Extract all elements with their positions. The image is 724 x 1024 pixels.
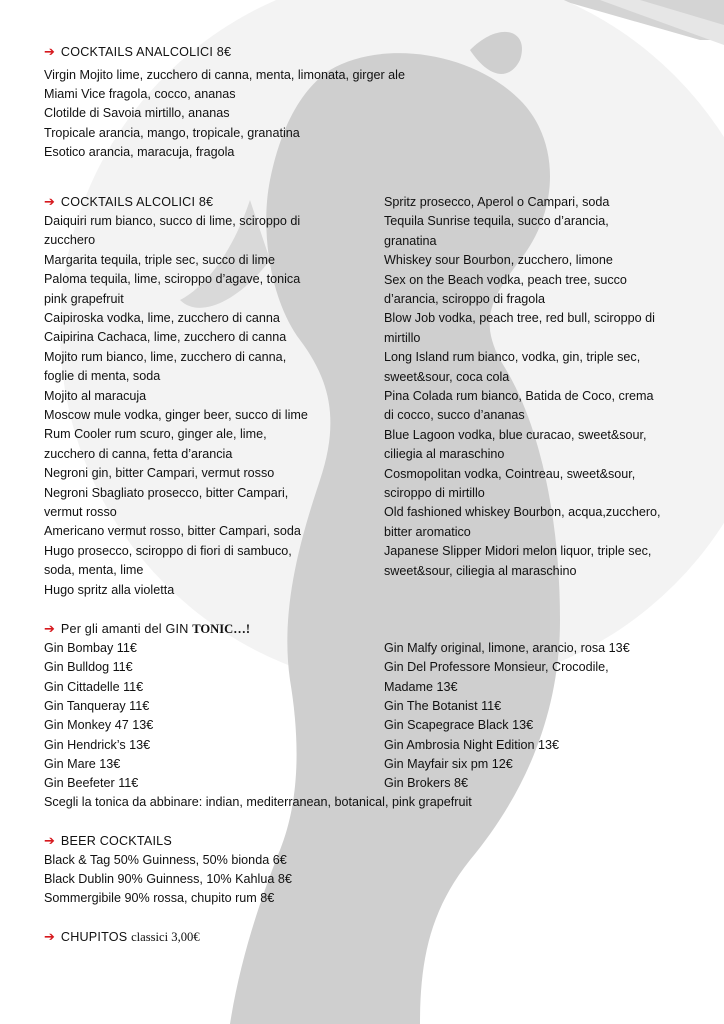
menu-item: Negroni Sbagliato prosecco, bitter Campari, bbox=[44, 485, 289, 500]
menu-item: Blue Lagoon vodka, blue curacao, sweet&sour, bbox=[384, 427, 647, 442]
menu-item: Gin Mayfair six pm 12€ bbox=[384, 756, 513, 771]
menu-item: pink grapefruit bbox=[44, 291, 124, 306]
menu-item: Gin Del Professore Monsieur, Crocodile, bbox=[384, 660, 609, 675]
menu-item: Tropicale arancia, mango, tropicale, granatina bbox=[44, 126, 300, 140]
menu-item: Tequila Sunrise tequila, succo d’arancia, bbox=[384, 214, 609, 229]
menu-item: Gin Cittadelle 11€ bbox=[44, 679, 144, 694]
menu-item: Gin Ambrosia Night Edition 13€ bbox=[384, 737, 560, 752]
section-heading-gin: ➔ Per gli amanti del GIN TONIC…! bbox=[44, 622, 251, 637]
menu-item: Gin Tanqueray 11€ bbox=[44, 698, 150, 713]
menu-item: Americano vermut rosso, bitter Campari, soda bbox=[44, 524, 301, 539]
menu-item: Gin Beefeter 11€ bbox=[44, 776, 139, 791]
menu-item: bitter aromatico bbox=[384, 524, 471, 539]
menu-item: Moscow mule vodka, ginger beer, succo di lime bbox=[44, 408, 308, 422]
menu-item: Whiskey sour Bourbon, zucchero, limone bbox=[384, 253, 613, 268]
menu-item: Old fashioned whiskey Bourbon, acqua,zucchero, bbox=[384, 505, 661, 520]
menu-item: Gin Mare 13€ bbox=[44, 756, 121, 771]
menu-item: Sommergibile 90% rossa, chupito rum 8€ bbox=[44, 891, 275, 905]
tonic-footnote: Scegli la tonica da abbinare: indian, mediterranean, botanical, pink grapefruit bbox=[44, 795, 472, 809]
menu-item: zucchero di canna, fetta d’arancia bbox=[44, 446, 233, 461]
menu-item: Cosmopolitan vodka, Cointreau, sweet&sour, bbox=[384, 466, 636, 481]
menu-item: vermut rosso bbox=[44, 505, 117, 519]
menu-item: Daiquiri rum bianco, succo di lime, sciroppo di bbox=[44, 214, 301, 228]
menu-item: Gin Bulldog 11€ bbox=[44, 660, 133, 675]
menu-item: zucchero bbox=[44, 233, 96, 248]
menu-item: Clotilde di Savoia mirtillo, ananas bbox=[44, 106, 230, 120]
menu-item: sciroppo di mirtillo bbox=[384, 486, 485, 500]
menu-item: Long Island rum bianco, vodka, gin, triple sec, bbox=[384, 350, 641, 365]
menu-item: soda, menta, lime bbox=[44, 563, 144, 578]
menu-item: Blow Job vodka, peach tree, red bull, sciroppo di bbox=[384, 311, 655, 326]
menu-item: granatina bbox=[384, 233, 437, 248]
menu-item: Gin The Botanist 11€ bbox=[384, 698, 502, 713]
menu-item: d’arancia, sciroppo di fragola bbox=[384, 292, 546, 306]
menu-item: Black Dublin 90% Guinness, 10% Kahlua 8€ bbox=[44, 872, 292, 886]
arrow-right-icon: ➔ bbox=[44, 45, 55, 60]
menu-item: Rum Cooler rum scuro, ginger ale, lime, bbox=[44, 427, 267, 442]
menu-item: Caipiroska vodka, lime, zucchero di canna bbox=[44, 311, 280, 325]
menu-item: Miami Vice fragola, cocco, ananas bbox=[44, 87, 236, 101]
section-heading-alcolici: ➔ COCKTAILS ALCOLICI 8€ bbox=[44, 195, 214, 210]
menu-item: Caipirina Cachaca, lime, zucchero di canna bbox=[44, 330, 287, 345]
menu-item: Gin Monkey 47 13€ bbox=[44, 718, 154, 733]
menu-item: Black & Tag 50% Guinness, 50% bionda 6€ bbox=[44, 853, 287, 867]
menu-item: foglie di menta, soda bbox=[44, 369, 161, 384]
menu-item: Gin Hendrick’s 13€ bbox=[44, 737, 151, 752]
menu-item: Gin Scapegrace Black 13€ bbox=[384, 718, 534, 733]
arrow-right-icon: ➔ bbox=[44, 834, 55, 849]
menu-item: di cocco, succo d’ananas bbox=[384, 408, 525, 423]
menu-item: Spritz prosecco, Aperol o Campari, soda bbox=[384, 195, 610, 209]
menu-item: sweet&sour, coca cola bbox=[384, 369, 510, 384]
menu-item: Sex on the Beach vodka, peach tree, succo bbox=[384, 272, 627, 287]
arrow-right-icon: ➔ bbox=[44, 622, 55, 637]
menu-item: Madame 13€ bbox=[384, 679, 458, 694]
menu-item: ciliegia al maraschino bbox=[384, 447, 505, 462]
menu-item: mirtillo bbox=[384, 330, 421, 345]
section-heading-chupitos: ➔ CHUPITOS classici 3,00€ bbox=[44, 930, 200, 945]
menu-item: Pina Colada rum bianco, Batida de Coco, crema bbox=[384, 389, 654, 403]
menu-item: Virgin Mojito lime, zucchero di canna, menta, limonata, girger ale bbox=[44, 68, 405, 82]
menu-item: Margarita tequila, triple sec, succo di lime bbox=[44, 252, 275, 267]
menu-item: Gin Bombay 11€ bbox=[44, 641, 137, 655]
menu-item: Negroni gin, bitter Campari, vermut rosso bbox=[44, 466, 275, 481]
menu-item: sweet&sour, ciliegia al maraschino bbox=[384, 563, 577, 578]
menu-item: Hugo prosecco, sciroppo di fiori di sambuco, bbox=[44, 543, 292, 558]
arrow-right-icon: ➔ bbox=[44, 930, 55, 945]
menu-item: Esotico arancia, maracuja, fragola bbox=[44, 145, 235, 159]
menu-item: Mojito al maracuja bbox=[44, 388, 147, 403]
menu-item: Paloma tequila, lime, sciroppo d’agave, tonica bbox=[44, 272, 301, 287]
menu-item: Gin Malfy original, limone, arancio, rosa 13€ bbox=[384, 641, 630, 655]
menu-item: Mojito rum bianco, lime, zucchero di canna, bbox=[44, 349, 287, 364]
section-heading-beer: ➔ BEER COCKTAILS bbox=[44, 834, 172, 849]
menu-item: Gin Brokers 8€ bbox=[384, 776, 468, 791]
menu-item: Hugo spritz alla violetta bbox=[44, 582, 175, 597]
arrow-right-icon: ➔ bbox=[44, 195, 55, 210]
section-heading-analcolici: ➔ COCKTAILS ANALCOLICI 8€ bbox=[44, 45, 232, 60]
menu-item: Japanese Slipper Midori melon liquor, triple sec, bbox=[384, 544, 652, 559]
